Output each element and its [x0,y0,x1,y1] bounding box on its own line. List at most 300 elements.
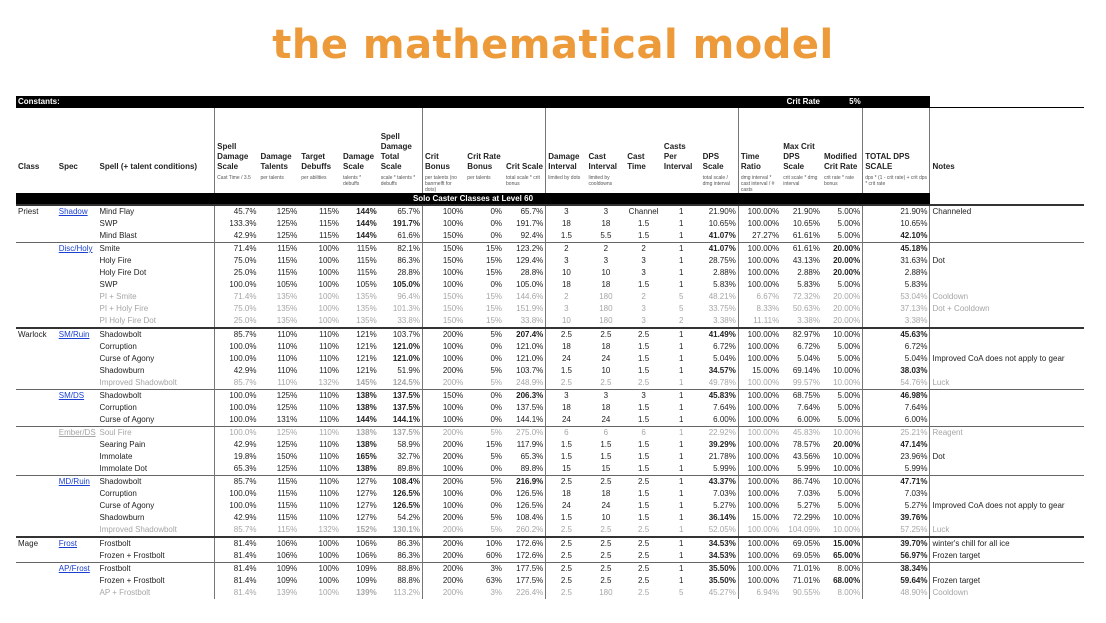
class-cell [16,255,57,267]
value-cell: 100.0% [215,488,259,500]
value-cell: 21.90% [863,205,930,218]
value-cell: 8.00% [822,563,863,576]
value-cell: 100.0% [215,414,259,427]
table-row [16,451,1084,463]
value-cell: 2.5 [638,525,650,534]
value-cell: 1.5 [546,451,587,463]
header-notes-row [16,175,1084,193]
value-cell: 25.0% [215,315,259,328]
value-cell: 200% [423,439,466,451]
spec-cell [57,550,98,563]
value-cell: 75.0% [215,255,259,267]
value-cell: 18 [601,280,611,289]
value-cell: 18 [601,219,611,228]
note-cell: Frozen target [930,575,1084,587]
value-cell: 33.8% [520,316,544,325]
value-cell: 24 [546,414,587,427]
value-cell: 5.5 [600,231,612,240]
value-cell: 100% [299,537,341,550]
value-cell: 207.4% [504,328,546,341]
col-header-note: per talents [467,175,491,181]
value-cell: 1 [662,537,701,550]
col-header-note [98,175,215,193]
table-row [16,303,1084,315]
value-cell: 58.9% [397,440,420,449]
value-cell: 2 [679,316,684,325]
value-cell: 152% [356,525,377,534]
table-row [16,427,1084,440]
header-row [16,108,1084,176]
value-cell: 226.4% [516,588,544,597]
spec-link[interactable]: Disc/Holy [57,243,98,256]
value-cell: 144% [356,415,377,424]
spec-link[interactable]: SM/Ruin [57,328,98,341]
value-cell: 61.61% [781,243,822,256]
value-cell: 133.3% [215,218,259,230]
note-cell [930,463,1084,476]
value-cell: 53.04% [863,291,930,303]
value-cell: 2 [546,243,587,256]
value-cell: 0% [490,231,503,240]
table-row [16,488,1084,500]
value-cell: 100.00% [738,255,781,267]
value-cell: 150% [423,291,466,303]
note-cell [930,512,1084,524]
value-cell: 100.00% [738,550,781,563]
col-header-note: per talents [260,175,284,181]
value-cell: 24 [546,500,587,512]
value-cell: 81.4% [215,575,259,587]
value-cell: 15.00% [822,537,863,550]
value-cell: 42.9% [215,230,259,243]
value-cell: 37.13% [863,303,930,315]
value-cell: 100.00% [738,563,781,576]
col-header: Time Ratio [738,108,781,176]
table-row [16,315,1084,328]
value-cell: 1 [679,551,684,560]
spec-cell [57,500,98,512]
value-cell: 18 [546,402,587,414]
value-cell: 138% [356,464,377,473]
value-cell: 27.27% [738,230,781,243]
table-row [16,512,1084,524]
col-header: Spell Damage Total Scale [379,108,423,176]
value-cell: 150% [276,452,298,461]
value-cell: 2 [587,243,626,256]
value-cell: 34.53% [708,551,736,560]
table-row [16,205,1084,218]
value-cell: 86.74% [781,476,822,489]
value-cell: 115% [277,268,298,277]
class-cell [16,512,57,524]
value-cell: 126.5% [516,501,544,510]
value-cell: 132% [318,525,339,534]
value-cell: 34.57% [708,366,736,375]
value-cell: 38.34% [863,563,930,576]
value-cell: 5.04% [797,354,820,363]
table-row [16,377,1084,390]
class-cell [16,315,57,328]
spec-link[interactable]: SM/DS [57,390,98,403]
value-cell: 2.5 [625,563,662,576]
value-cell: 5.00% [837,489,861,498]
value-cell: 200% [423,550,466,563]
value-cell: 65.3% [520,452,544,461]
class-cell [16,439,57,451]
spec-link[interactable]: Frost [57,537,98,550]
section-banner: Solo Caster Classes at Level 60 [16,193,930,205]
value-cell: 135% [276,292,298,301]
value-cell: 71.4% [215,291,259,303]
value-cell: 125% [276,464,298,473]
value-cell: 45.27% [708,588,736,597]
value-cell: 5.00% [837,354,861,363]
value-cell: 2.5 [625,476,662,489]
note-cell: Dot [930,451,1084,463]
value-cell: 15% [486,256,503,265]
col-header: Class [16,108,57,176]
value-cell: 57.25% [863,524,930,537]
value-cell: 1 [679,513,684,522]
value-cell: 10 [546,267,587,279]
value-cell: 69.14% [792,366,820,375]
value-cell: 126.5% [392,501,420,510]
value-cell: 135% [276,316,298,325]
table-row [16,463,1084,476]
value-cell: 3 [587,390,626,403]
value-cell: 2.5 [600,378,612,387]
spec-cell [57,291,98,303]
value-cell: 61.6% [397,231,420,240]
value-cell: 1.5 [638,489,650,498]
value-cell: 86.3% [379,537,423,550]
value-cell: 18 [546,279,587,291]
value-cell: 2.5 [600,551,612,560]
value-cell: 100.00% [738,451,781,463]
value-cell: 100% [423,463,466,476]
spell-cell: Shadowbolt [98,328,215,341]
value-cell: 150% [423,255,466,267]
spec-cell [57,575,98,587]
col-header: Crit Bonus [423,108,466,176]
value-cell: 20.00% [833,268,861,277]
value-cell: 117.9% [516,440,544,449]
value-cell: 6.00% [713,415,736,424]
note-cell [930,390,1084,403]
col-header-note [930,175,1084,193]
class-cell [16,587,57,599]
spec-cell [57,218,98,230]
note-cell: Dot + Cooldown [930,303,1084,315]
value-cell: 1 [679,525,684,534]
value-cell: 45.63% [863,328,930,341]
table-row [16,365,1084,377]
note-cell [930,243,1084,256]
value-cell: 1 [662,205,701,218]
value-cell: 100.00% [738,205,781,218]
value-cell: 72.29% [792,513,820,522]
spell-cell: Holy Fire [99,256,132,265]
value-cell: 1.5 [638,354,650,363]
spec-cell [57,267,98,279]
class-cell [16,243,57,256]
value-cell: 47.14% [863,439,930,451]
value-cell: 25.21% [863,427,930,440]
spell-cell: PI Holy Fire Dot [99,316,156,325]
value-cell: 125% [276,231,298,240]
value-cell: 137.5% [392,403,420,412]
value-cell: 100% [299,563,341,576]
col-header-note: total scale / dmg interval [702,175,730,187]
value-cell: 100.00% [738,328,781,341]
value-cell: 139% [276,588,298,597]
value-cell: 100.00% [738,439,781,451]
value-cell: 100.0% [215,390,259,403]
value-cell: 150% [423,390,466,403]
spec-cell [57,230,98,243]
model-table [16,96,1084,599]
value-cell: 126.5% [516,489,544,498]
spec-link[interactable]: Ember/DS [58,428,96,437]
value-cell: 69.05% [792,551,820,560]
spell-cell: Curse of Agony [99,501,155,510]
value-cell: 100.0% [215,341,259,353]
note-cell: Improved CoA does not apply to gear [930,500,1084,512]
note-cell [930,328,1084,341]
value-cell: 105.0% [392,280,420,289]
constants-row [16,96,1084,108]
value-cell: 54.76% [863,377,930,390]
value-cell: 100% [299,243,341,256]
value-cell: 45.7% [215,205,259,218]
spell-cell: Improved Shadowbolt [99,378,177,387]
spec-link[interactable]: AP/Frost [57,563,98,576]
table-row [16,524,1084,537]
value-cell: 15.00% [738,365,781,377]
value-cell: 6.00% [863,414,930,427]
value-cell: 100% [318,268,339,277]
spell-cell: SWP [99,280,118,289]
spec-cell [57,303,98,315]
table-row [16,218,1084,230]
value-cell: 65.3% [215,463,259,476]
value-cell: 110% [277,342,298,351]
note-cell [930,341,1084,353]
spell-cell: Smite [98,243,215,256]
value-cell: 15 [546,463,587,476]
value-cell: 110% [319,403,339,412]
spec-cell [57,439,98,451]
spec-link[interactable]: MD/Ruin [57,476,98,489]
value-cell: 89.8% [520,464,544,473]
value-cell: 42.10% [863,230,930,243]
value-cell: 121.0% [392,354,420,363]
col-header-note: limited by cooldowns [588,175,613,187]
value-cell: 131% [276,415,298,424]
value-cell: 2.5 [587,563,626,576]
value-cell: 5.00% [837,403,861,412]
col-header: Damage Talents [258,108,299,176]
value-cell: 135% [356,292,377,301]
value-cell: 100.0% [215,402,259,414]
value-cell: 10% [465,537,504,550]
spell-cell: Frostbolt [98,537,215,550]
note-cell: Cooldown [930,291,1084,303]
value-cell: 5.00% [822,390,863,403]
value-cell: 100.0% [215,353,259,365]
class-cell [16,563,57,576]
value-cell: 144.1% [392,415,420,424]
value-cell: 10.00% [822,328,863,341]
value-cell: 18 [601,342,611,351]
value-cell: 71.4% [215,243,259,256]
value-cell: 200% [423,427,466,440]
value-cell: 6 [546,427,587,440]
spell-cell: PI + Holy Fire [99,304,149,313]
note-cell [930,402,1084,414]
table-row [16,563,1084,576]
value-cell: 5% [465,476,504,489]
value-cell: 110% [319,489,339,498]
value-cell: 1.5 [638,440,650,449]
col-header: Cast Interval [587,108,626,176]
spell-cell: Holy Fire Dot [99,268,147,277]
value-cell: 2.5 [546,524,587,537]
value-cell: 129.4% [516,256,544,265]
spec-cell [57,353,98,365]
value-cell: 125% [276,440,298,449]
value-cell: 103.7% [516,366,544,375]
value-cell: 5 [679,588,684,597]
value-cell: 10.00% [822,427,863,440]
value-cell: 100.00% [738,427,781,440]
value-cell: 50.63% [792,304,820,313]
value-cell: 15% [486,268,503,277]
value-cell: 5.04% [863,353,930,365]
value-cell: 18 [546,218,587,230]
table-row [16,537,1084,550]
table-row [16,500,1084,512]
note-cell [930,218,1084,230]
value-cell: 21.78% [708,452,736,461]
value-cell: 100% [318,576,339,585]
value-cell: 100% [318,551,339,560]
value-cell: 145% [356,378,377,387]
value-cell: 127% [356,513,377,522]
note-cell [930,315,1084,328]
spell-cell: PI + Smite [99,292,137,301]
value-cell: 10.00% [833,452,861,461]
value-cell: 39.29% [708,440,736,449]
value-cell: 6.67% [738,291,781,303]
value-cell: 5.00% [822,205,863,218]
value-cell: 121.0% [516,354,544,363]
class-cell [16,377,57,390]
note-cell [930,414,1084,427]
value-cell: 2.5 [638,551,650,560]
value-cell: 10.65% [863,218,930,230]
value-cell: 2.5 [587,476,626,489]
value-cell: 110% [319,415,339,424]
spec-link[interactable]: Shadow [57,205,98,218]
value-cell: 99.57% [792,378,820,387]
class-cell [16,218,57,230]
value-cell: 3 [641,304,646,313]
value-cell: 151.9% [516,304,544,313]
value-cell: 115% [356,256,377,265]
spec-cell [57,341,98,353]
value-cell: 48.90% [863,587,930,599]
value-cell: 18 [601,403,611,412]
col-header-note: per abilities [301,175,327,181]
value-cell: 65.00% [833,551,861,560]
value-cell: 41.07% [701,243,739,256]
value-cell: 180 [599,304,613,313]
value-cell: 100.00% [738,500,781,512]
value-cell: 1 [679,440,684,449]
value-cell: 180 [599,316,613,325]
value-cell: 18 [546,341,587,353]
value-cell: 35.50% [701,563,739,576]
value-cell: 88.8% [379,563,423,576]
constants-label: Constants: [16,96,781,108]
value-cell: 109% [341,563,379,576]
note-cell: Luck [930,377,1084,390]
table-row [16,575,1084,587]
value-cell: 177.5% [516,576,544,585]
value-cell: 20.00% [833,440,861,449]
value-cell: 10.00% [833,464,861,473]
value-cell: 135% [276,304,298,313]
value-cell: 121% [356,342,377,351]
spec-cell [57,463,98,476]
value-cell: 172.6% [516,551,544,560]
value-cell: 100% [423,341,466,353]
value-cell: 100% [423,267,466,279]
value-cell: 3 [587,205,626,218]
value-cell: 1 [679,354,684,363]
col-header-note: talents * debuffs [343,175,362,187]
spell-cell: Immolate Dot [99,464,148,473]
value-cell: 6.94% [738,587,781,599]
value-cell: 180 [599,292,613,301]
value-cell: 100% [318,304,339,313]
spell-cell: AP + Frostbolt [99,588,151,597]
note-cell: Channeled [930,205,1084,218]
table-row [16,390,1084,403]
col-header: Casts Per Interval [662,108,701,176]
note-cell: Luck [930,524,1084,537]
note-cell: Frozen target [930,550,1084,563]
value-cell: 109% [258,563,299,576]
col-header: Crit Rate Bonus [465,108,504,176]
value-cell: 28.8% [520,268,544,277]
value-cell: 144.1% [516,415,544,424]
value-cell: 92.4% [520,231,544,240]
value-cell: 0% [490,464,503,473]
value-cell: 81.4% [215,537,259,550]
table-row [16,230,1084,243]
value-cell: 2 [625,243,662,256]
value-cell: 11.11% [738,315,781,328]
value-cell: 200% [423,365,466,377]
value-cell: 1.5 [546,230,587,243]
value-cell: 200% [423,476,466,489]
value-cell: 15% [486,304,503,313]
value-cell: 1 [679,366,684,375]
value-cell: 41.07% [708,231,736,240]
value-cell: 10 [546,315,587,328]
